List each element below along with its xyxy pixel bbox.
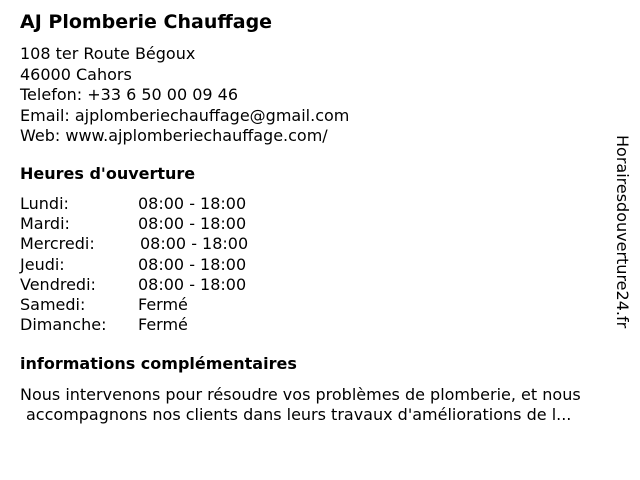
- site-watermark: Horairesdouverture24.fr: [613, 135, 632, 329]
- additional-info-heading: informations complémentaires: [20, 354, 297, 373]
- hours-time: Fermé: [138, 294, 188, 314]
- business-description: [20, 385, 635, 425]
- description-line: Nous intervenons pour résoudre vos problèmes de plomberie, et nous: [20, 385, 581, 404]
- hours-day: Dimanche:: [20, 315, 107, 335]
- hours-time: 08:00 - 18:00: [138, 214, 247, 234]
- email-address: Email: ajplomberiechauffage@gmail.com: [20, 105, 350, 125]
- hours-time: 08:00 - 18:00: [138, 254, 247, 274]
- hours-day: Vendredi:: [20, 274, 96, 294]
- hours-time: 08:00 - 18:00: [138, 274, 247, 294]
- hours-day: Samedi:: [20, 294, 86, 314]
- address-street: 108 ter Route Bégoux: [20, 44, 196, 63]
- hours-day: Mardi:: [20, 214, 70, 234]
- address-city: 46000 Cahors: [20, 64, 132, 84]
- hours-time: Fermé: [138, 315, 188, 335]
- opening-hours-heading: Heures d'ouverture: [20, 164, 196, 183]
- website-url: Web: www.ajplomberiechauffage.com/: [20, 126, 328, 145]
- business-name: AJ Plomberie Chauffage: [20, 11, 273, 33]
- hours-time: 08:00 - 18:00: [138, 194, 247, 213]
- phone-number: Telefon: +33 6 50 00 09 46: [20, 85, 239, 104]
- hours-time: 08:00 - 18:00: [140, 234, 249, 254]
- hours-day: Mercredi:: [20, 234, 95, 254]
- contact-block: [20, 44, 349, 147]
- hours-day: Jeudi:: [20, 254, 65, 274]
- hours-day: Lundi:: [20, 194, 69, 213]
- description-line: accompagnons nos clients dans leurs travaux d'améliorations de l...: [26, 405, 572, 424]
